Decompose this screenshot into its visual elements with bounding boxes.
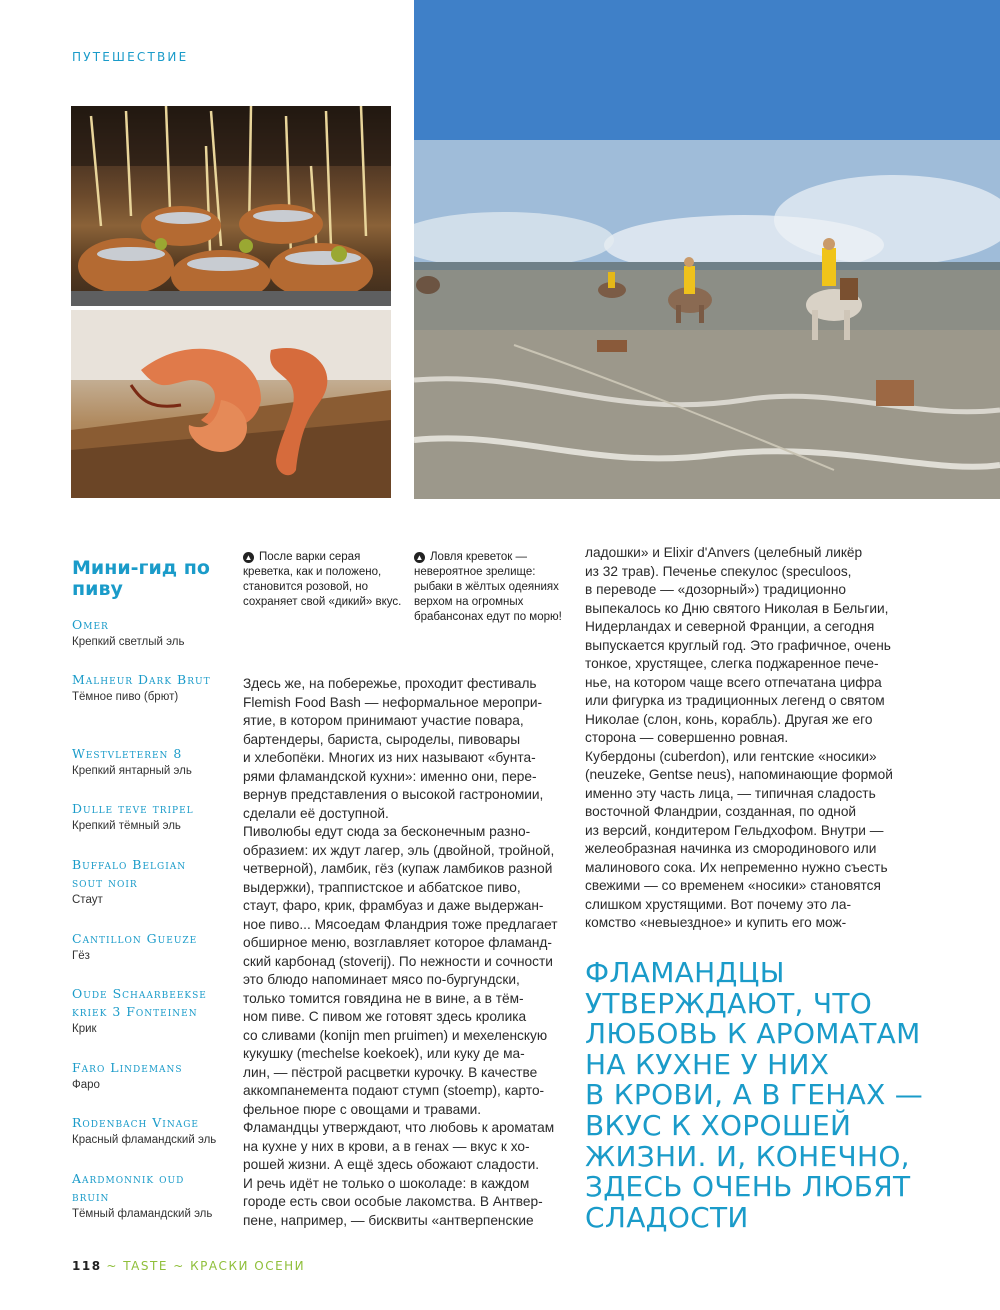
beer-name: Westvleteren 8: [72, 746, 183, 761]
beer-description: Красный фламандский эль: [72, 1134, 217, 1146]
article-body-column-1: Здесь же, на побережье, проходит фестиваль Flemish Food Bash — неформальное меропри- ятие, в котором принимают участие повара, бартендеры, бариста, сыроделы, пивовары и хлебопёки. Многих из них называют «бунта- рями фламандской кухни»: именно они, пере- вернув представления о высокой гастрономии, сделали её доступной. Пиволюбы едут сюда за бесконечным разно- образием: их ждут лагер, эль (двойной, тройной, четверной), ламбик, гёз (купаж ламбиков разной выдержки), траппистское и аббатское пиво, стаут, фаро, крик, фрамбуаз и даже выдержан- ное пиво... Мясоедам Фландрия тоже предлагает обширное меню, возглавляет которое фламанд- ский карбонад (stoverij). По нежности и сочности это блюдо напоминает мясо по-бургундски, только томится говядина не в вине, а в тём- ном пиве. С пивом же готовят здесь кролика со сливами (konijn men pruimen) и мехеленскую кукушку (mechelse koekoek), или куку де ма- лин, — пёстрой расцветки курочку. В качестве аккомпанемента подают стумп (stoemp), карто- фельное пюре с овощами и травами. Фламандцы утверждают, что любовь к ароматам на кухне у них в крови, а в генах — вкус к хо- рошей жизни. А ещё здесь обожают сладости. И речь идёт не только о шоколаде: в каждом городе есть свои особые лакомства. В Антвер- пене, например, — бисквиты «антверпенские: [243, 676, 558, 1228]
beer-guide-item: [72, 1170, 222, 1222]
beer-description: Стаут: [72, 894, 103, 906]
beer-name: Buffalo Belgian sout noir: [72, 857, 187, 890]
beer-name: Oude Schaarbeekse kriek 3 Fonteinen: [72, 986, 207, 1019]
beer-name: Aardmonnik oud bruin: [72, 1171, 185, 1204]
beer-description: Крик: [72, 1023, 97, 1035]
beer-description: Крепкий янтарный эль: [72, 765, 192, 777]
beer-guide-item: [72, 745, 222, 779]
beer-guide-item: [72, 985, 222, 1037]
beer-name: Dulle teve tripel: [72, 801, 194, 816]
article-body-column-2: ладошки» и Elixir d'Anvers (целебный ликёр из 32 трав). Печенье спекулос (speculoos, в переводе — «дозорный») традиционно выпекалось ко Дню святого Николая в Бельгии, Нидерландах и северной Франции, а сегодня выпускается круглый год. Это графичное, очень тонкое, хрустящее, слегка поджаренное пече- нье, на котором чаще всего отпечатана цифра или фигурка из традиционных легенд о святом Николае (слон, конь, корабль). Другая же его сторона — совершенно ровная. Кубердоны (cuberdon), или гентские «носики» (neuzeke, Gentse neus), напоминающие формой именно эту часть лица, — типичная сладость восточной Фландрии, созданная, по одной из версий, кондитером Гельдхофом. Внутри — желеобразная начинка из смородинового или малинового сока. Их непременно нужно съесть свежими — со временем «носики» становятся слишком хрустящими. Вот почему это ла- комство «невыездное» и купить его мож-: [585, 545, 893, 930]
shrimp-caption: [243, 550, 403, 610]
arrow-up-icon: ▲: [244, 553, 253, 562]
beer-name: Cantillon Gueuze: [72, 931, 198, 946]
beer-guide-item: [72, 856, 222, 908]
magazine-name: ~ TASTE ~ КРАСКИ ОСЕНИ: [106, 1259, 306, 1273]
shrimp-caption-text: После варки серая креветка, как и положено, становится розовой, но сохраняет свой «дикий» вкус.: [243, 551, 402, 608]
section-label: ПУТЕШЕСТВИЕ: [72, 50, 189, 64]
beer-name: Faro Lindemans: [72, 1060, 183, 1075]
anchovy-skewers-photo: [71, 106, 391, 306]
beer-description: Гёз: [72, 950, 90, 962]
beer-description: Тёмный фламандский эль: [72, 1208, 213, 1220]
beer-name: Omer: [72, 617, 109, 632]
beer-description: Крепкий тёмный эль: [72, 820, 181, 832]
beer-guide-title: Мини-гид по пиву: [72, 557, 210, 600]
beer-description: Фаро: [72, 1079, 100, 1091]
arrow-up-icon: ▲: [415, 553, 424, 562]
fishing-caption: [414, 550, 566, 625]
beer-guide-item: [72, 800, 222, 834]
pull-quote: ФЛАМАНДЦЫ УТВЕРЖДАЮТ, ЧТО ЛЮБОВЬ К АРОМАТАМ НА КУХНЕ У НИХ В КРОВИ, А В ГЕНАХ — ВКУС К ХОРОШЕЙ ЖИЗНИ. И, КОНЕЧНО, ЗДЕСЬ ОЧЕНЬ ЛЮБЯТ СЛАДОСТИ: [585, 956, 924, 1234]
beer-name: Rodenbach Vinage: [72, 1115, 199, 1130]
beer-description: Тёмное пиво (брют): [72, 691, 179, 703]
beer-guide-item: [72, 1114, 222, 1148]
beer-guide-item: [72, 930, 222, 964]
grilled-shrimp-photo: [71, 310, 391, 498]
fishing-caption-text: Ловля креветок — невероятное зрелище: рыбаки в жёлтых одеяниях верхом на огромных брабансонах едут по морю!: [414, 551, 562, 623]
beer-guide-item: [72, 671, 222, 705]
beer-guide-item: [72, 1059, 222, 1093]
page-number: 118: [72, 1259, 102, 1273]
beer-name: Malheur Dark Brut: [72, 672, 211, 687]
shrimp-fishers-on-horseback-photo: [414, 0, 1000, 499]
page-footer: [72, 1259, 305, 1273]
beer-guide-item: [72, 616, 222, 650]
beer-description: Крепкий светлый эль: [72, 636, 185, 648]
